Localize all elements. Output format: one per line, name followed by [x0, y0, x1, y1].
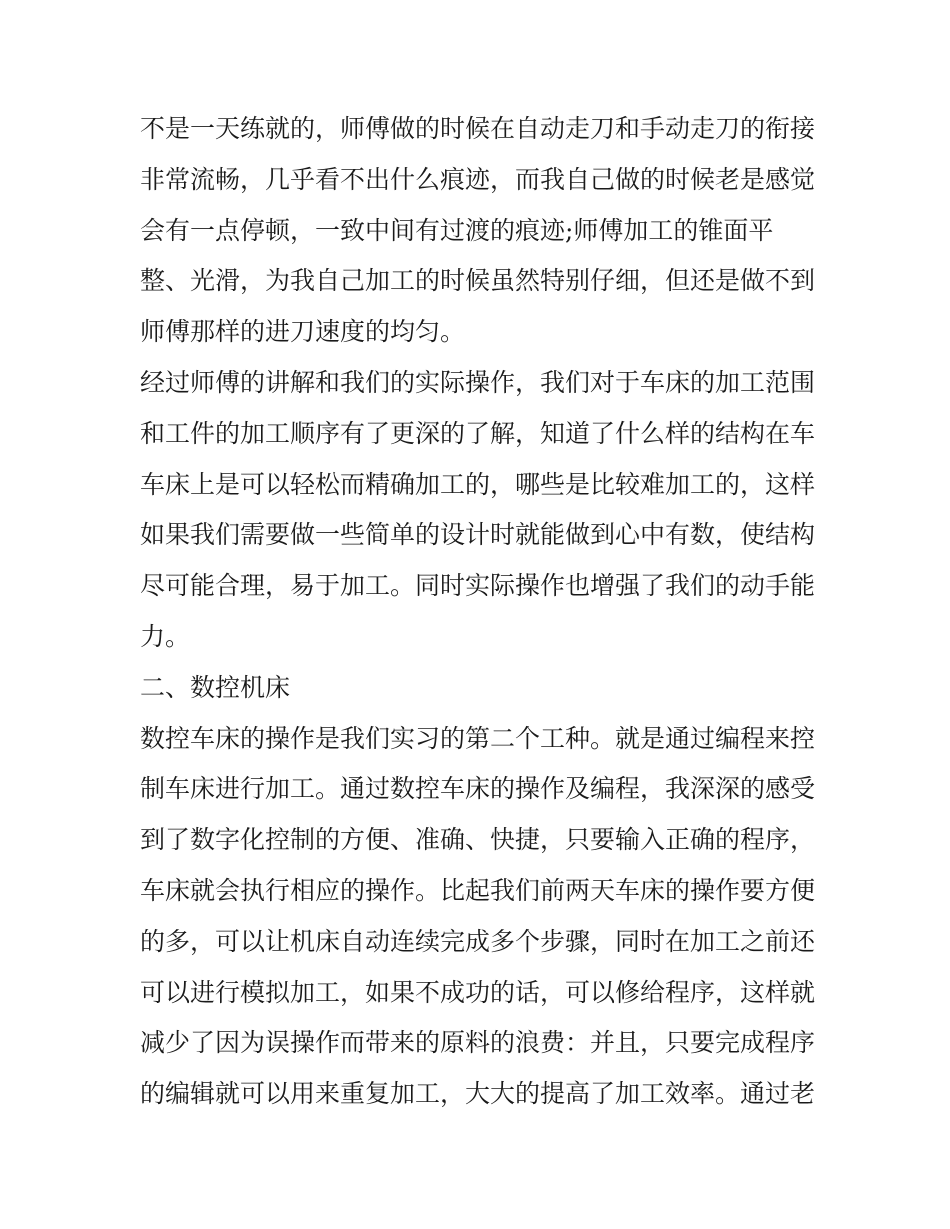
text-line: 经过师傅的讲解和我们的实际操作，我们对于车床的加工范围 — [140, 367, 816, 397]
text-line: 力。 — [140, 621, 191, 651]
text-line: 师傅那样的进刀速度的均匀。 — [140, 317, 466, 347]
text-line: 如果我们需要做一些简单的设计时就能做到心中有数，使结构 — [140, 520, 816, 550]
text-line: 数控车床的操作是我们实习的第二个工种。就是通过编程来控 — [140, 723, 816, 753]
text-line: 的多，可以让机床自动连续完成多个步骤，同时在加工之前还 — [140, 926, 816, 956]
text-line: 制车床进行加工。通过数控车床的操作及编程，我深深的感受 — [140, 774, 816, 804]
text-line: 减少了因为误操作而带来的原料的浪费：并且，只要完成程序 — [140, 1028, 816, 1058]
text-line: 不是一天练就的，师傅做的时候在自动走刀和手动走刀的衔接 — [140, 114, 816, 143]
text-line: 车床就会执行相应的操作。比起我们前两天车床的操作要方便 — [140, 875, 816, 905]
text-line: 的编辑就可以用来重复加工，大大的提高了加工效率。通过老 — [140, 1079, 816, 1109]
body-text — [140, 104, 830, 1120]
section-heading: 二、数控机床 — [140, 672, 291, 702]
text-line: 尽可能合理，易于加工。同时实际操作也增强了我们的动手能 — [140, 571, 816, 601]
text-line: 到了数字化控制的方便、准确、快捷，只要输入正确的程序， — [140, 825, 816, 855]
text-line: 可以进行模拟加工，如果不成功的话，可以修给程序，这样就 — [140, 977, 816, 1007]
text-line: 和工件的加工顺序有了更深的了解，知道了什么样的结构在车 — [140, 418, 816, 448]
text-line: 会有一点停顿，一致中间有过渡的痕迹;师傅加工的锥面平 — [140, 215, 774, 245]
text-line: 非常流畅，几乎看不出什么痕迹，而我自己做的时候老是感觉 — [140, 164, 816, 194]
text-line: 整、光滑，为我自己加工的时候虽然特别仔细，但还是做不到 — [140, 266, 816, 296]
text-line: 车床上是可以轻松而精确加工的，哪些是比较难加工的，这样 — [140, 469, 816, 499]
